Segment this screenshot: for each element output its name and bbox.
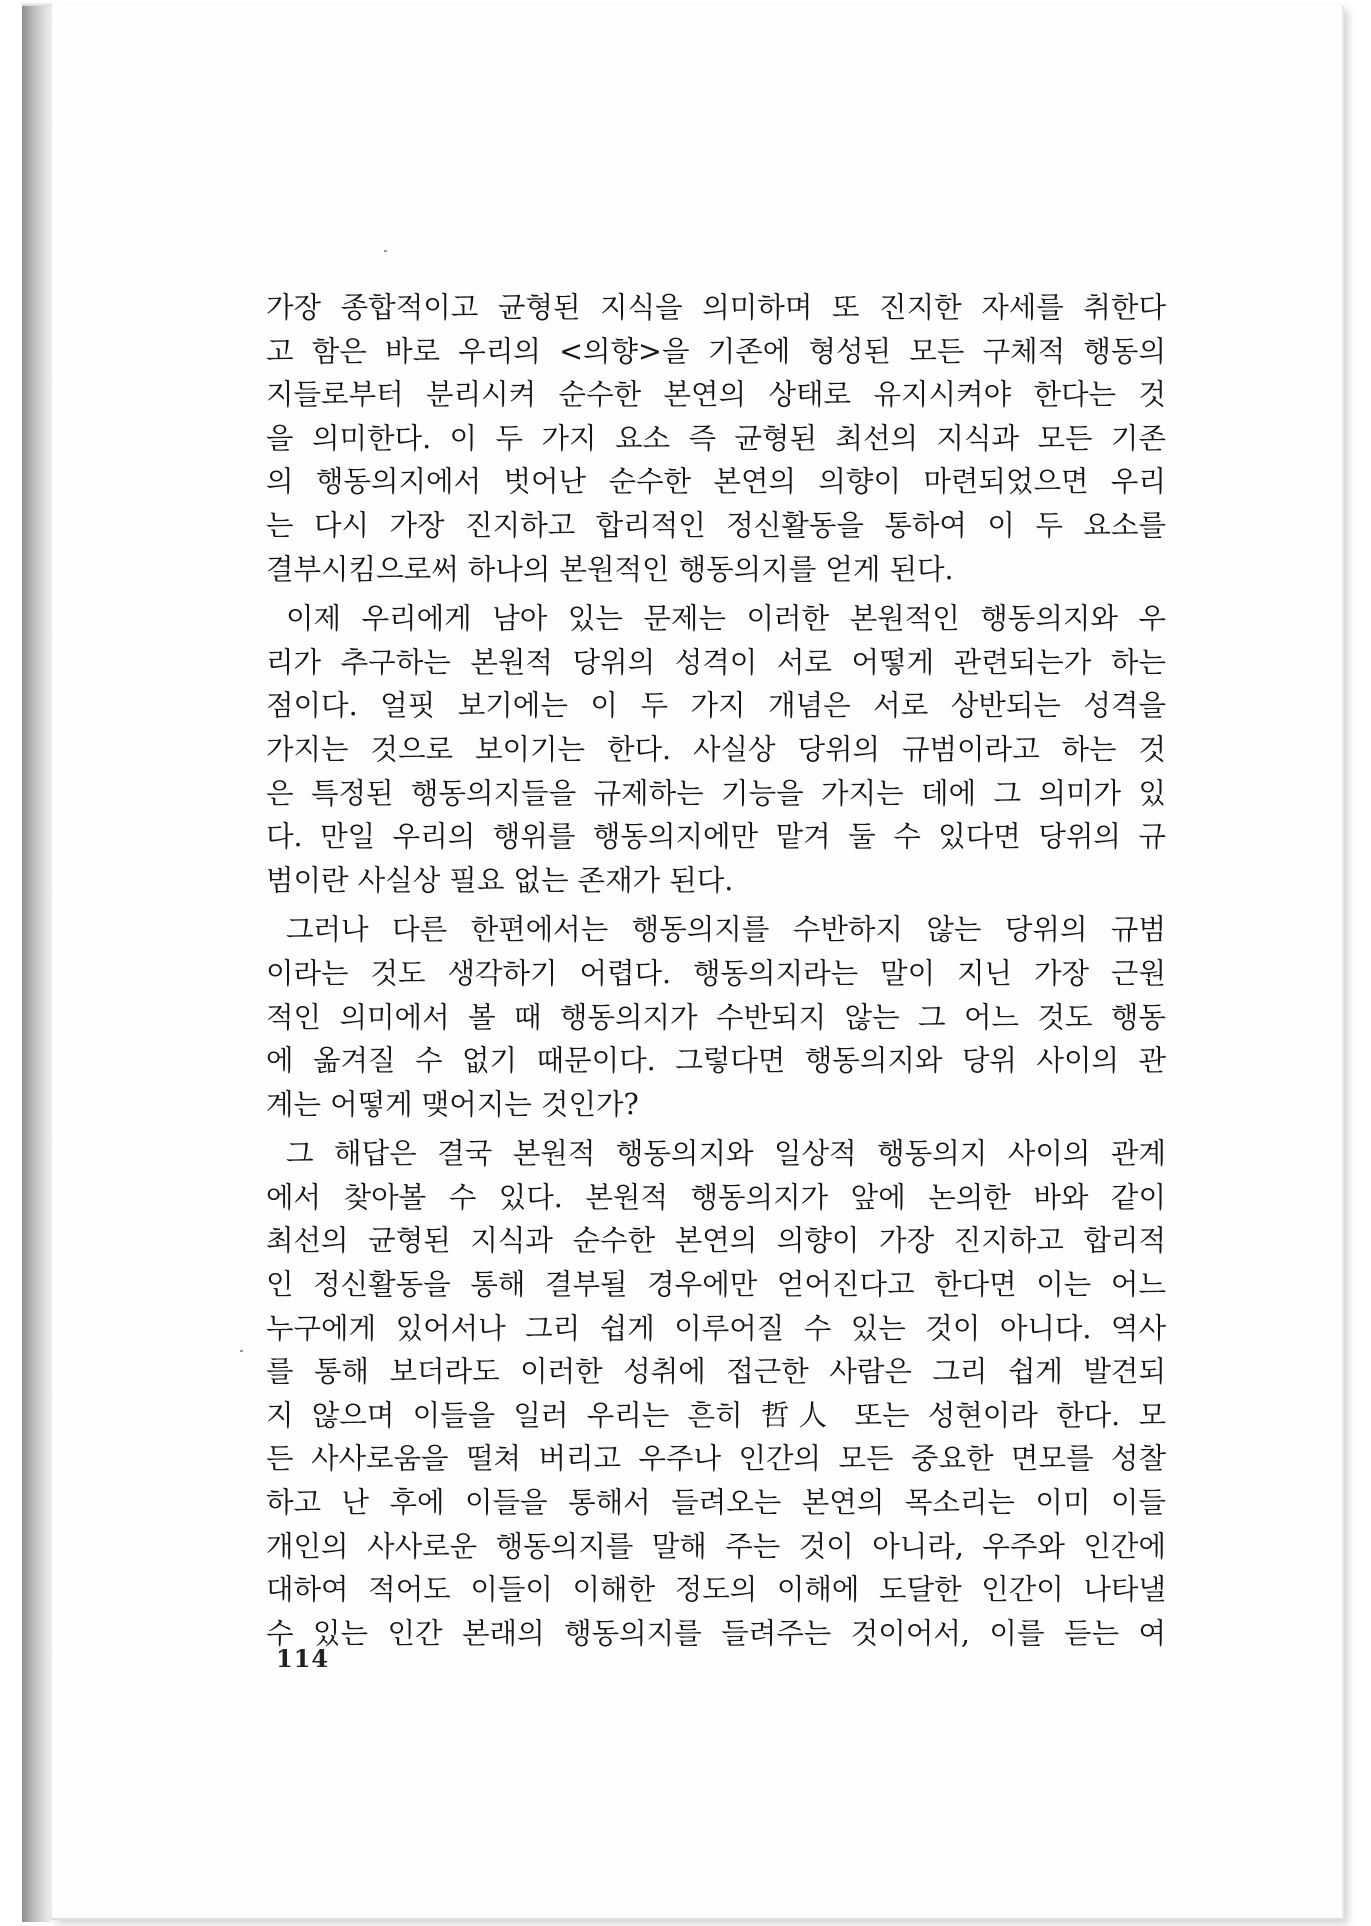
text-line: 지 않으며 이들을 일러 우리는 흔히 哲人 또는 성현이라 한다. 모	[266, 1398, 1166, 1432]
paragraph	[266, 1132, 1166, 1655]
text-line: 다. 만일 우리의 행위를 행동의지에만 맡겨 둘 수 있다면 당위의 규	[266, 820, 1166, 854]
body-text	[266, 286, 1166, 1655]
text-line: 계는 어떻게 맺어지는 것인가?	[266, 1087, 639, 1121]
text-line: 적인 의미에서 볼 때 행동의지가 수반되지 않는 그 어느 것도 행동	[266, 1000, 1166, 1034]
text-line: 범이란 사실상 필요 없는 존재가 된다.	[266, 863, 734, 897]
text-line: 누구에게 있어서나 그리 쉽게 이루어질 수 있는 것이 아니다. 역사	[266, 1311, 1166, 1345]
text-line: 리가 추구하는 본원적 당위의 성격이 서로 어떻게 관련되는가 하는	[266, 645, 1166, 679]
text-line: 이라는 것도 생각하기 어렵다. 행동의지라는 말이 지닌 가장 근원	[266, 956, 1166, 990]
text-line: 가지는 것으로 보이기는 한다. 사실상 당위의 규범이라고 하는 것	[266, 732, 1166, 766]
text-line: 대하여 적어도 이들이 이해한 정도의 이해에 도달한 인간이 나타낼	[266, 1573, 1166, 1607]
text-line: 은 특정된 행동의지들을 규제하는 기능을 가지는 데에 그 의미가 있	[266, 776, 1166, 810]
text-line: 는 다시 가장 진지하고 합리적인 정신활동을 통하여 이 두 요소를	[266, 508, 1166, 542]
text-line: 최선의 균형된 지식과 순수한 본연의 의향이 가장 진지하고 합리적	[266, 1224, 1166, 1258]
text-line: 든 사사로움을 떨쳐 버리고 우주나 인간의 모든 중요한 면모를 성찰	[266, 1442, 1166, 1476]
text-line: 그러나 다른 한편에서는 행동의지를 수반하지 않는 당위의 규범	[286, 913, 1166, 947]
text-line: 을 의미한다. 이 두 가지 요소 즉 균형된 최선의 지식과 모든 기존	[266, 421, 1166, 455]
text-line: 결부시킴으로써 하나의 본원적인 행동의지를 얻게 된다.	[266, 552, 954, 586]
text-line: 의 행동의지에서 벗어난 순수한 본연의 의향이 마련되었으면 우리	[266, 465, 1166, 499]
text-line: 에서 찾아볼 수 있다. 본원적 행동의지가 앞에 논의한 바와 같이	[266, 1180, 1166, 1214]
paper-speck	[384, 250, 387, 252]
text-line: 지들로부터 분리시켜 순수한 본연의 상태로 유지시켜야 한다는 것	[266, 378, 1166, 412]
text-line: 고 함은 바로 우리의 <의향>을 기존에 형성된 모든 구체적 행동의	[266, 334, 1166, 368]
text-line: 점이다. 얼핏 보기에는 이 두 가지 개념은 서로 상반되는 성격을	[266, 689, 1166, 723]
paper-speck	[240, 1350, 243, 1352]
text-line: 그 해답은 결국 본원적 행동의지와 일상적 행동의지 사이의 관계	[286, 1137, 1166, 1171]
text-line: 하고 난 후에 이들을 통해서 들려오는 본연의 목소리는 이미 이들	[266, 1486, 1166, 1520]
text-line: 인 정신활동을 통해 결부될 경우에만 얻어진다고 한다면 이는 어느	[266, 1268, 1166, 1302]
text-line: 를 통해 보더라도 이러한 성취에 접근한 사람은 그리 쉽게 발견되	[266, 1355, 1166, 1389]
page-stack-edge	[22, 6, 52, 1922]
text-line: 가장 종합적이고 균형된 지식을 의미하며 또 진지한 자세를 취한다	[266, 291, 1166, 324]
text-line: 에 옮겨질 수 없기 때문이다. 그렇다면 행동의지와 당위 사이의 관	[266, 1044, 1166, 1078]
paragraph	[266, 597, 1166, 902]
text-line: 이제 우리에게 남아 있는 문제는 이러한 본원적인 행동의지와 우	[286, 602, 1166, 636]
page-number: 114	[276, 1644, 330, 1673]
paragraph	[266, 286, 1166, 591]
paragraph	[266, 908, 1166, 1126]
text-line: 개인의 사사로운 행동의지를 말해 주는 것이 아니라, 우주와 인간에	[266, 1529, 1166, 1563]
text-line: 수 있는 인간 본래의 행동의지를 들려주는 것이어서, 이를 듣는 여	[266, 1616, 1166, 1650]
